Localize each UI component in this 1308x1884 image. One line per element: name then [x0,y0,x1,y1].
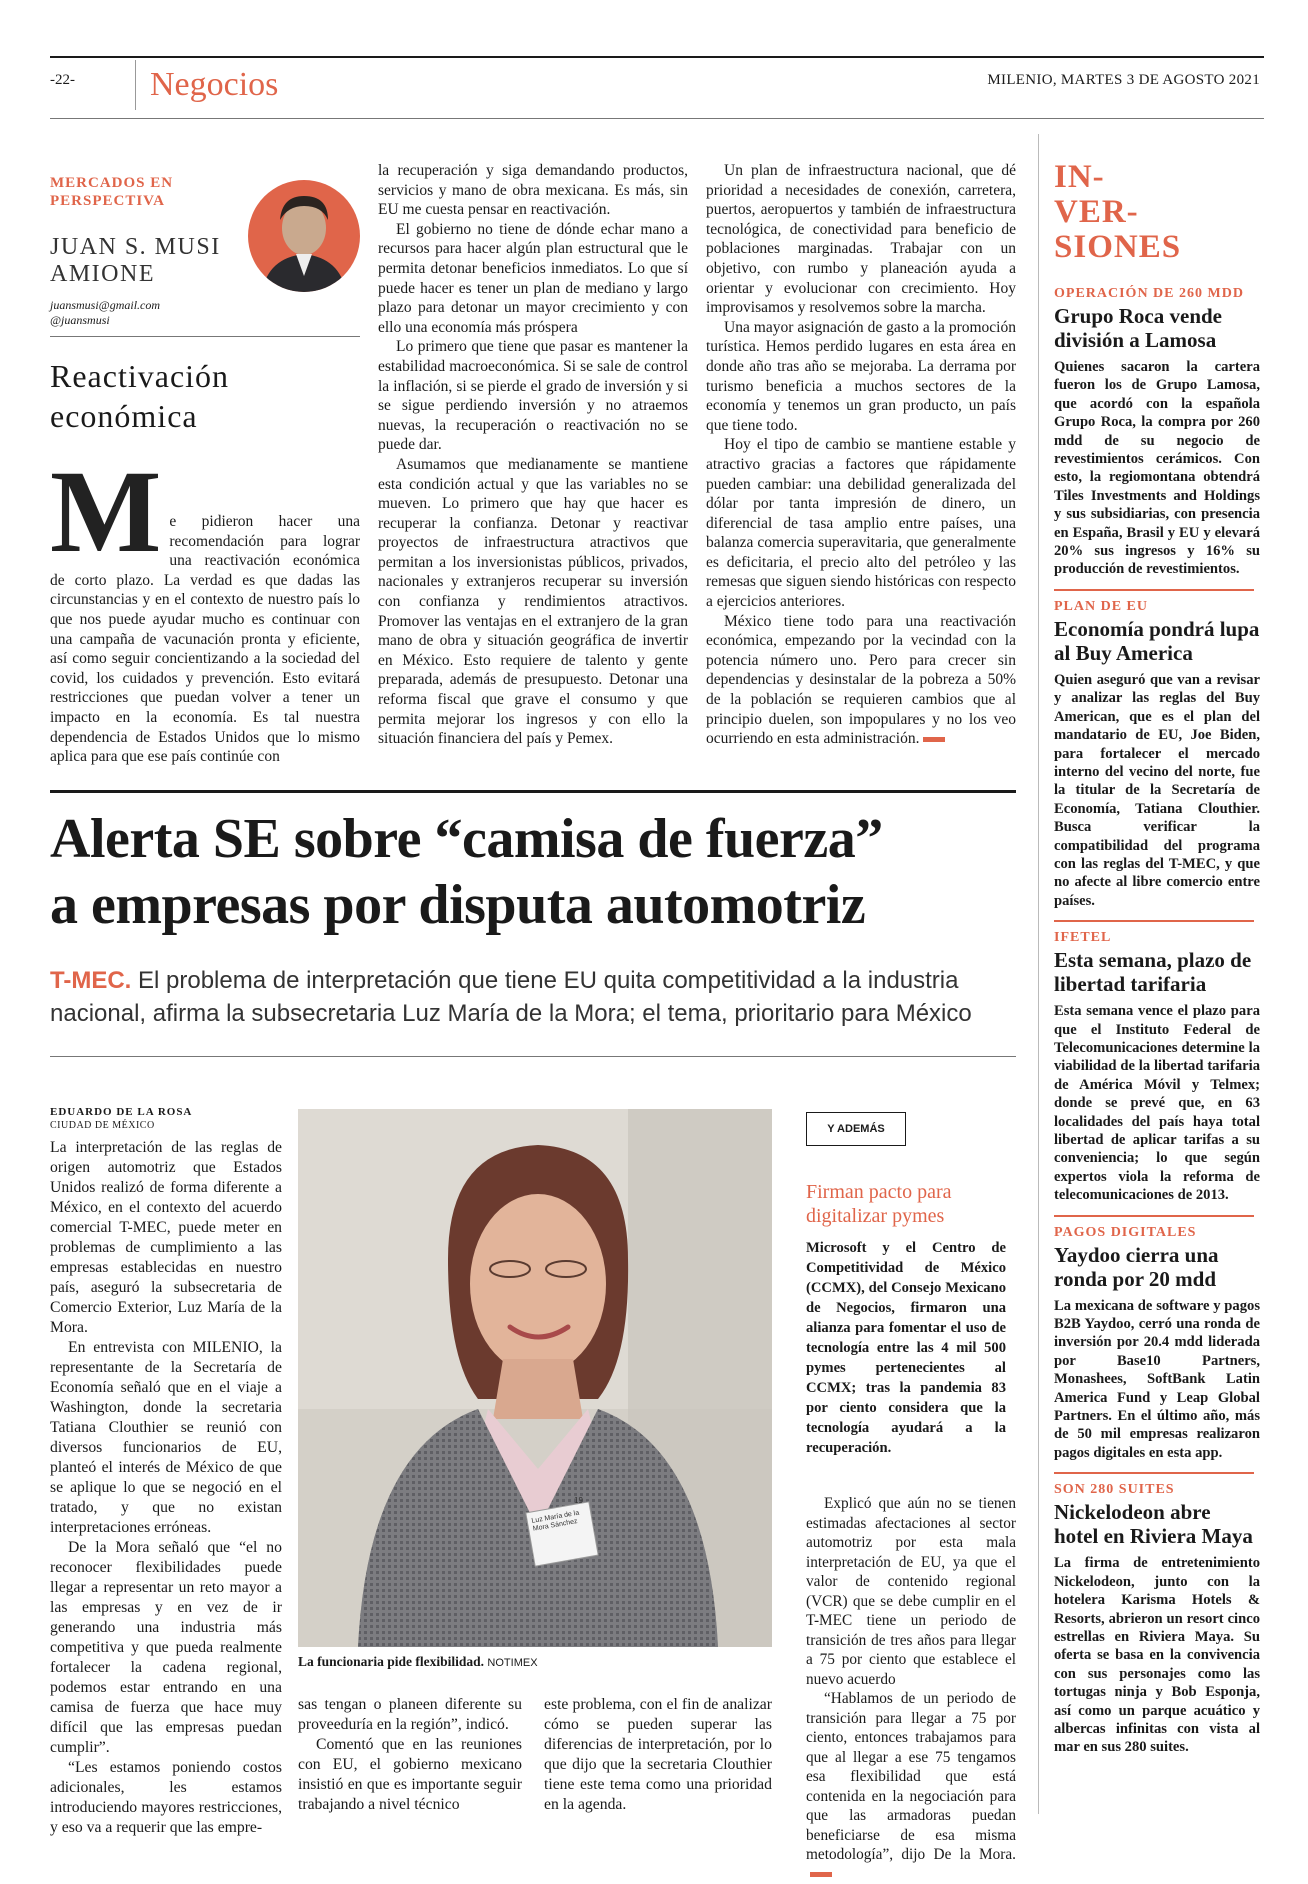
sidebar-item-body: La mexicana de software y pagos B2B Yaydoo, cerró una ronda de inversión por 20.4 mdd liderada por Base10 Partners, Monashees, SoftBank Latin America Fund y Leap Global Partners. En el último año, más de 50 mil empresas realizaron pagos digitales en esta app. [1054,1297,1260,1461]
sidebar-item-headline: Esta semana, plazo de libertad tarifaria [1054,948,1252,997]
headline [50,806,1030,938]
story-end-mark [810,1872,832,1877]
deck-rule [50,1056,1016,1057]
ademas-title: Firman pacto para digitalizar pymes [806,1181,952,1227]
author-email: juansmusi@gmail.com [50,298,161,312]
sidebar-title-2: VER- [1054,194,1139,230]
sidebar-items [1054,286,1260,1757]
photo-caption [298,1654,538,1670]
end-mark [923,737,945,742]
column-rule [50,336,360,337]
caption-credit: NOTIMEX [487,1657,538,1669]
sidebar-separator [1054,1472,1254,1474]
column-col2-p4: Asumamos que medianamente se mantiene esta condición actual y que las variables no se mueven. Lo primero que hay que hacer es recuperar la confianza. Detonar y reactivar proyectos de infraestructura atractivos que permitan a los inversionistas públicos, privados, nacionales y extranjeros recuperar su inversión con confianza y rendimientos atractivos. Promover las ventajas en el extranjero de la gran mano de obra y situación geográfica de invertir en México. Esto requiere de talento y gente preparada, además de presupuesto. Detonar una reforma fiscal que grave el consumo y que permita mejorar los ingresos y con ello la situación financiera del país y Pemex. [378,455,688,748]
ademas-label: Y ADEMÁS [806,1112,906,1146]
byline: EDUARDO DE LA ROSA [50,1106,193,1118]
column-title: Reactivación económica [50,358,230,434]
sidebar-divider [1038,134,1039,1814]
story-photo [298,1109,772,1647]
story-col3 [544,1695,772,1815]
deck [50,964,1020,1030]
headline-line1: Alerta SE sobre “camisa de fuerza” [50,808,883,870]
sidebar-title-1: IN- [1054,159,1105,195]
dateline: MILENIO, MARTES 3 DE AGOSTO 2021 [987,72,1260,88]
sidebar-item [1054,1482,1260,1756]
column-col3-p1: Un plan de infraestructura nacional, que dé prioridad a necesidades de conexión, carretera, puertos, aeropuertos y también de infraestructura tecnológica, de conectividad para beneficio de poblaciones marginadas. Trabajar con un objetivo, con rumbo y planeación ayuda a orientar y evolucionar con crecimiento. Hoy improvisamos y resolvemos sobre la marcha. [706,162,1016,317]
column-col3 [706,161,1016,749]
column-author: JUAN S. MUSI AMIONE [50,234,221,287]
section-title: Negocios [150,66,279,103]
sidebar-separator [1054,1215,1254,1217]
story-col2 [298,1695,522,1815]
story-p1: La interpretación de las reglas de origen automotriz que Estados Unidos realizó de forma diferente a México, en el contexto del acuerdo comercial T-MEC, puede meter en problemas de cumplimiento a las empresas establecidas en nuestro país, aseguró la subsecretaria de Comercio Exterior, Luz María de la Mora. [50,1139,282,1336]
sidebar-item [1054,1225,1260,1463]
sidebar-item-headline: Economía pondrá lupa al Buy America [1054,616,1260,665]
sidebar-separator [1054,589,1254,591]
story-top-rule [50,790,1016,793]
column-col2-p2: El gobierno no tiene de dónde echar mano a recursos para hacer algún plan estructural que le permita detonar beneficios inmediatos. Lo que sí puede hacer es tener un plan de mediano y largo plazo para detonar un mayor crecimiento y con ello una economía más próspera [378,220,688,336]
column-col1 [50,446,360,767]
column-series: MERCADOS EN PERSPECTIVA [50,175,174,209]
top-rule [50,56,1264,58]
badge-name: Luz María de la Mora Sánchez [531,1509,580,1533]
story-col1 [50,1138,282,1838]
column-col1-text: e pidieron hacer una recomendación para lograr una reactivación económica de corto plazo. La verdad es que dadas las circunstancias y en el contexto de nuestro país lo que nos puede ayudar mucho es continuar con una campaña de vacunación pronta y eficiente, así como seguir concientizando a la sociedad del covid, los cuidados y prevención. Esto evitará restricciones que puedan volver a tener un impacto en la economía. Es tal nuestra dependencia de Estados Unidos que lo mismo aplica para que ese país continúe con [50,513,360,766]
story-p4: “Les estamos poniendo costos adicionales, les estamos introduciendo mayores restricciones, y eso va a requerir que las empre- [50,1759,282,1836]
column-col2-p3: Lo primero que tiene que pasar es mantener la estabilidad macroeconómica. Si se sale de control la inflación, si se pierde el grado de inversión y si se sigue perdiendo inversión y no atraemos nuevas, la recuperación o reactivación no se puede dar. [378,338,688,454]
sidebar-item [1054,599,1260,910]
sidebar-item-body: La firma de entretenimiento Nickelodeon, junto con la hotelera Karisma Hotels & Resorts, abrieron un resort cinco estrellas en Riviera Maya. Su oferta se basa en la convivencia con sus personajes como las tortugas ninja y Bob Esponja, así como un parque acuático y albercas infinitas con vista al mar en sus 280 suites. [1054,1555,1260,1756]
sidebar-item-kicker: PLAN DE EU [1054,598,1149,614]
author-contact [50,298,160,328]
header-divider [135,60,136,110]
story-col3-text: este problema, con el fin de analizar cómo se pueden superar las diferencias de interpretación, por lo que dijo que la secretaria Clouthier tiene este tema como una prioridad en la agenda. [544,1696,772,1813]
dropcap: M [50,446,162,577]
sidebar-title [1054,160,1181,265]
story-col2-text: sas tengan o planeen diferente su proveeduría en la región”, indicó. [298,1696,522,1733]
sidebar-item [1054,930,1260,1204]
headline-line2: a empresas por disputa automotriz [50,874,866,936]
author-avatar [248,180,360,292]
sidebar-separator [1054,920,1254,922]
sidebar-item-headline: Yaydoo cierra una ronda por 20 mdd [1054,1242,1219,1291]
sidebar-item-body: Quien aseguró que van a revisar y analizar las reglas del Buy American, que es el plan del mandatario de EU, Joe Biden, para fortalecer el mercado interno del vecino del norte, fue la titular de la Secretaría de Economía, Tatiana Clouthier. Busca verificar la compatibilidad del programa con las reglas del T-MEC, y que no afecte al libre comercio entre países. [1054,671,1260,909]
sidebar-item-headline: Grupo Roca vende división a Lamosa [1054,304,1222,352]
story-p3: De la Mora señaló que “el no reconocer flexibilidades puede llegar a representar un reto mayor a las empresas y en vez de ir generando una industria más competitiva y que pueda realmente fortalecer la cadena regional, podemos estar entrando en una camisa de fuerza que hace muy difícil que las empresas puedan cumplir”. [50,1539,282,1756]
page-number: -22- [50,72,75,88]
column-col3-p3: Hoy el tipo de cambio se mantiene estable y atractivo gracias a factores que rápidamente pueden cambiar: una debilidad generalizada del dólar por tanta impresión de dinero, un diferencial de tasa amplio entre países, una balanza comercia superavitaria, que generalmente es deficitaria, el precio alto del petróleo y las remesas que siguen siendo históricas con respecto a ejercicios anteriores. [706,436,1016,611]
caption-text: La funcionaria pide flexibilidad. [298,1654,485,1669]
sidebar-item-body: Quienes sacaron la cartera fueron los de Grupo Lamosa, que acordó con la española Grupo Roca, la compra por 260 mdd de su negocio de revestimientos cerámicos. Con esto, la regiomontana obtendrá Tiles Investments and Holdings y sus subsidiarias, con presencia en España, Brasil y EU y elevará 20% sus ingresos y 16% su producción de revestimientos. [1054,359,1260,578]
deck-tag: T-MEC. [50,967,132,994]
sidebar-item-body: Esta semana vence el plazo para que el Instituto Federal de Telecomunicaciones determine la viabilidad de la libertad tarifaria de América Móvil y Telmex; donde se prevé que, en 63 localidades del país haya total libertad de aplicar tarifas a su conveniencia; lo que según expertos viola la reforma de telecomunicaciones de 2013. [1054,1003,1260,1204]
location: CIUDAD DE MÉXICO [50,1120,155,1131]
sidebar-item-kicker: SON 280 SUITES [1054,1482,1175,1498]
sidebar-item-headline: Nickelodeon abre hotel en Riviera Maya [1054,1500,1253,1549]
story-col4 [806,1494,1016,1884]
sidebar-item-kicker: OPERACIÓN DE 260 MDD [1054,286,1244,301]
header-bottom-rule [50,118,1264,119]
sidebar-item [1054,286,1260,579]
column-col3-p2: Una mayor asignación de gasto a la promoción turística. Hemos perdido lugares en esta área en donde año tras año se mejoraba. La derrama por turismo beneficia a muchos sectores de la economía y tenemos un gran producto, un país que tiene todo. [706,318,1016,434]
sidebar-item-kicker: PAGOS DIGITALES [1054,1224,1197,1240]
deck-text: El problema de interpretación que tiene EU quita competitividad a la industria nacional, afirma la subsecretaria Luz María de la Mora; el tema, prioritario para México [50,967,972,1027]
sidebar-item-kicker: IFETEL [1054,930,1112,946]
author-handle: @juansmusi [50,313,110,327]
story-col4-p1: Explicó que aún no se tienen estimadas afectaciones al sector automotriz por esta mala interpretación de EU, ya que el valor de contenido regional (VCR) que se debe cumplir en el T-MEC tiene un periodo de transición de tres años para llegar a 75 por ciento que establece el nuevo acuerdo [806,1495,1016,1688]
ademas-body: Microsoft y el Centro de Competitividad de México (CCMX), del Consejo Mexicano de Negocios, firmaron una alianza para fomentar el uso de tecnología entre las 4 mil 500 pymes pertenecientes al CCMX; tras la pandemia 83 por ciento considera que la tecnología ayudará a la recuperación. [806,1240,1006,1456]
story-col4-p2: “Hablamos de un periodo de transición para llegar a 75 por ciento, entonces trabajamos para que al llegar a ese 75 tengamos esa flexibilidad que está contenida en la negociación para que las armadoras puedan beneficiarse de esa misma metodología”, dijo De la Mora. [806,1690,1016,1863]
badge-number: 19 [574,1496,583,1505]
story-col2-p2: Comentó que en las reuniones con EU, el gobierno mexicano insistió en que es importante seguir trabajando a nivel técnico [298,1736,522,1813]
column-col3-p4: México tiene todo para una reactivación económica, empezando por la vecindad con la potencia número uno. Pero para crecer sin dependencias y desinstalar de la pobreza a 50% de la población se requieren cambios que al principio duelen, son impopulares y no los veo ocurriendo en esta administración. [706,612,1016,748]
column-col2 [378,161,688,749]
sidebar-title-3: SIONES [1054,229,1182,265]
column-col2-p1: la recuperación y siga demandando productos, servicios y mano de obra mexicana. Es más, sin EU me cuesta pensar en reactivación. [378,162,688,219]
story-p2: En entrevista con MILENIO, la representante de la Secretaría de Economía señaló que en el viaje a Washington, donde la secretaria Tatiana Clouthier se reunió con diversos funcionarios de EU, planteó el interés de México de que se aplique lo que se negoció en el tratado, y que no existan interpretaciones erróneas. [50,1339,282,1536]
